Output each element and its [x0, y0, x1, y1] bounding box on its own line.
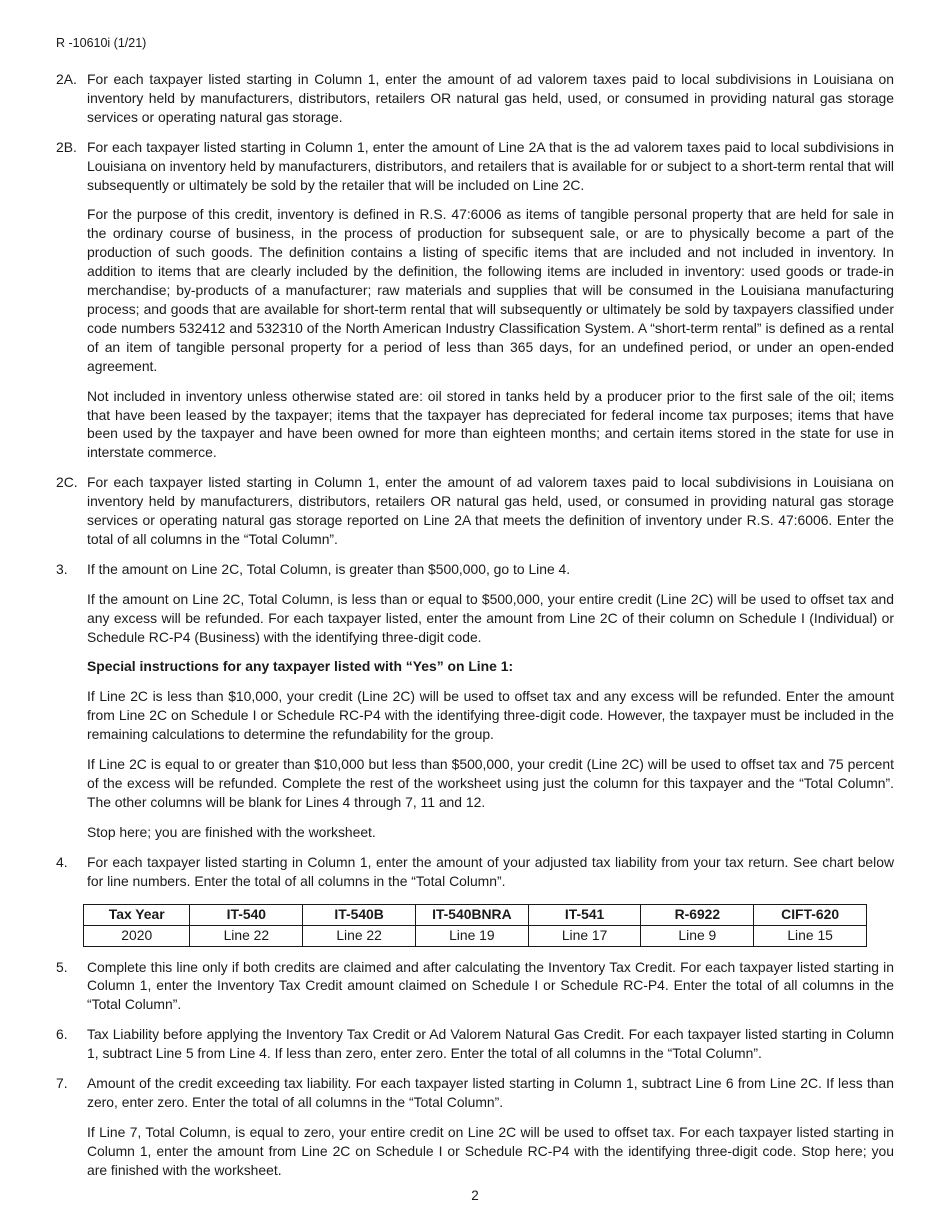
- instruction-text: For each taxpayer listed starting in Column 1, enter the amount of Line 2A that is the ad valorem taxes paid to local subdivisions in Louisiana on inventory held by manufacturers, distributors, and retailers that is available for or subject to a short-term rental that will subsequently or ultimately be sold by the retailer that will be included on Line 2C.: [87, 138, 894, 193]
- instruction-text: For each taxpayer listed starting in Column 1, enter the amount of ad valorem taxes paid to local subdivisions in Louisiana on inventory held by manufacturers, distributors, retailers OR natural gas held, used, or consumed in providing natural gas storage services or operating natural gas storage.: [87, 71, 894, 125]
- instruction-line-7: [56, 1074, 894, 1180]
- instructions: [56, 70, 894, 1191]
- cell-r-6922: Line 9: [641, 925, 754, 946]
- cell-tax-year: 2020: [84, 925, 190, 946]
- instruction-line-3: [56, 560, 894, 842]
- line-number: 2B.: [56, 138, 77, 155]
- cell-it-540bnra: Line 19: [415, 925, 528, 946]
- line-number: 5.: [56, 958, 68, 975]
- cell-it-540: Line 22: [190, 925, 303, 946]
- header-tax-year: Tax Year: [84, 904, 190, 925]
- line-number: 2C.: [56, 474, 78, 491]
- instruction-text: If Line 2C is less than $10,000, your credit (Line 2C) will be used to offset tax and any excess will be refunded. Enter the amount from Line 2C on Schedule I or Schedule RC-P4 with the identifying three-digit code. However, the taxpayer must be included in the remaining calculations to determine the refundability for the group.: [87, 688, 894, 743]
- cell-cift-620: Line 15: [754, 925, 867, 946]
- stop-text: Stop here; you are finished with the worksheet.: [87, 823, 376, 840]
- header-it-540b: IT-540B: [303, 904, 416, 925]
- instruction-line-2b: [56, 138, 894, 463]
- line-number: 4.: [56, 853, 68, 870]
- header-cift-620: CIFT-620: [754, 904, 867, 925]
- header-r-6922: R-6922: [641, 904, 754, 925]
- instruction-line-5: [56, 958, 894, 1015]
- instruction-line-4: [56, 853, 894, 891]
- instruction-line-2c: [56, 473, 894, 549]
- line-number: 7.: [56, 1075, 68, 1092]
- page-number: 2: [471, 1188, 479, 1203]
- line-number: 6.: [56, 1026, 68, 1043]
- header-it-540bnra: IT-540BNRA: [415, 904, 528, 925]
- instruction-text: If the amount on Line 2C, Total Column, is greater than $500,000, go to Line 4.: [87, 560, 571, 577]
- chart-header-row: [84, 904, 867, 925]
- instruction-text: If the amount on Line 2C, Total Column, is less than or equal to $500,000, your entire credit (Line 2C) will be used to offset tax and any excess will be refunded. For each taxpayer listed, enter the amount from Line 2C of their column on Schedule I (Individual) or Schedule RC-P4 (Business) with the identifying three-digit code.: [87, 590, 894, 645]
- not-included-text: Not included in inventory unless otherwise stated are: oil stored in tanks held by a producer prior to the first sale of the oil; items that have been leased by the taxpayer; items that the taxpayer has depreciated for federal income tax purposes; items that have been used by the taxpayer and have been owned for more than eighteen months; and certain items stored in the state for use in interstate commerce.: [87, 387, 894, 461]
- instruction-text: If Line 2C is equal to or greater than $10,000 but less than $500,000, your credit (Line 2C) will be used to offset tax and 75 percent of the excess will be refunded. Complete the rest of the worksheet using just the column for this taxpayer and the “Total Column”. The other columns will be blank for Lines 4 through 7, 11 and 12.: [87, 756, 894, 810]
- instruction-line-6: [56, 1025, 894, 1063]
- line-number: 3.: [56, 560, 68, 577]
- cell-it-540b: Line 22: [303, 925, 416, 946]
- instruction-text: If Line 7, Total Column, is equal to zero, your entire credit on Line 2C will be used to offset tax. For each taxpayer listed starting in Column 1, enter the amount from Line 2C on Schedule I or Schedule RC-P4 with the identifying three-digit code. Stop here; you are finished with the worksheet.: [87, 1123, 894, 1178]
- instruction-text: For each taxpayer listed starting in Column 1, enter the amount of your adjusted tax liability from your tax return. See chart below for line numbers. Enter the total of all columns in the “Total Column”.: [87, 853, 894, 889]
- instruction-text: For each taxpayer listed starting in Column 1, enter the amount of ad valorem taxes paid to local subdivisions in Louisiana on inventory held by manufacturers, distributors, retailers OR natural gas held, used, or consumed in providing natural gas storage services or operating natural gas storage reported on Line 2A that meets the definition of inventory under R.S. 47:6006. Enter the total of all columns in the “Total Column”.: [87, 474, 894, 547]
- special-instructions-heading: Special instructions for any taxpayer listed with “Yes” on Line 1:: [87, 658, 514, 675]
- tax-liability-line-chart: [83, 904, 867, 947]
- line-number: 2A.: [56, 71, 77, 87]
- form-id: R -10610i (1/21): [56, 36, 147, 50]
- instruction-line-2a: [56, 70, 894, 127]
- header-it-541: IT-541: [528, 904, 641, 925]
- instruction-text: Amount of the credit exceeding tax liability. For each taxpayer listed starting in Column 1, subtract Line 6 from Line 2C. If less than zero, enter zero. Enter the total of all columns in the “Total Column”.: [87, 1075, 894, 1110]
- instruction-text: Tax Liability before applying the Inventory Tax Credit or Ad Valorem Natural Gas Credit. For each taxpayer listed starting in Column 1, subtract Line 5 from Line 4. If less than zero, enter zero. Enter the total of all columns in the “Total Column”.: [87, 1026, 894, 1062]
- cell-it-541: Line 17: [528, 925, 641, 946]
- header-it-540: IT-540: [190, 904, 303, 925]
- inventory-definition-text: For the purpose of this credit, inventory is defined in R.S. 47:6006 as items of tangible personal property that are held for sale in the ordinary course of business, in the process of production for subsequent sale, or are to physically become a part of the production of such goods. The definition contains a listing of specific items that are included and not included in inventory. In addition to items that are clearly included by the definition, the following items are included in inventory: used goods or trade-in merchandise; by-products of a manufacturer; raw materials and supplies that will be consumed in the Louisiana manufacturing process; and goods that are available for short-term rental that will subsequently or ultimately be sold by taxpayers classified under code numbers 532412 and 532310 of the North American Industry Classification System. A “short-term rental” is defined as a rental of an item of tangible personal property for a period of less than 365 days, for an undefined period, or under an open-ended agreement.: [87, 206, 894, 374]
- chart-data-row: [84, 925, 867, 946]
- instruction-text: Complete this line only if both credits are claimed and after calculating the Inventory Tax Credit. For each taxpayer listed starting in Column 1, enter the Inventory Tax Credit amount claimed on Schedule I or Schedule RC-P4. Enter the total of all columns in the “Total Column”.: [87, 958, 894, 1013]
